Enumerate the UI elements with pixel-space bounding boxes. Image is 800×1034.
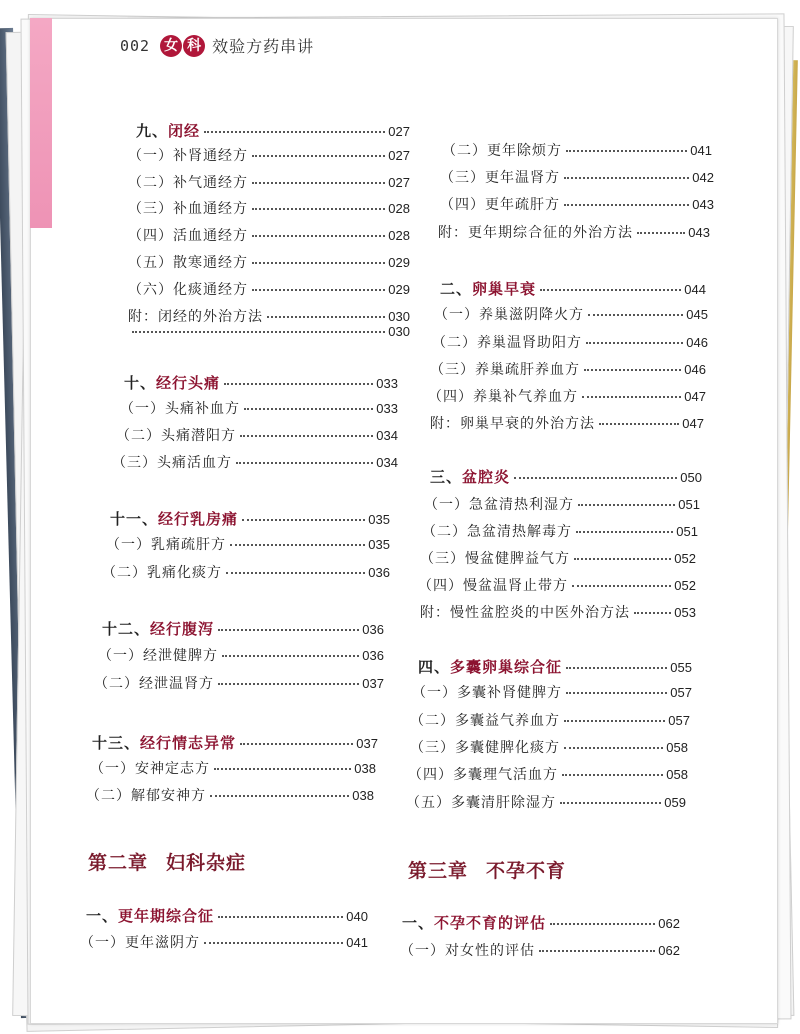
item-label: （三）更年温肾方 bbox=[440, 170, 560, 186]
dot-leader bbox=[584, 369, 681, 371]
toc-item-entry[interactable] bbox=[420, 548, 696, 568]
item-label: （一）急盆清热利湿方 bbox=[424, 497, 574, 513]
toc-item-entry[interactable] bbox=[106, 534, 390, 554]
dot-leader bbox=[574, 558, 671, 560]
section-label bbox=[102, 618, 214, 639]
item-label: （一）对女性的评估 bbox=[400, 943, 535, 959]
toc-item-entry[interactable] bbox=[418, 575, 696, 595]
page-ref: 046 bbox=[684, 362, 706, 377]
item-label: （一）更年滋阴方 bbox=[80, 935, 200, 951]
toc-item-entry[interactable] bbox=[440, 194, 714, 214]
page-ref: 027 bbox=[388, 148, 410, 163]
section-number: 十、 bbox=[124, 374, 157, 392]
toc-item-entry[interactable] bbox=[422, 521, 698, 541]
section-title: 更年期综合征 bbox=[118, 907, 215, 925]
item-label: （二）更年除烦方 bbox=[442, 143, 562, 159]
page-ref: 030 bbox=[388, 324, 410, 339]
section-label bbox=[110, 508, 238, 529]
toc-item-entry[interactable] bbox=[408, 764, 688, 784]
page-ref: 027 bbox=[388, 175, 410, 190]
item-label: （二）养巢温肾助阳方 bbox=[432, 335, 582, 351]
toc-item-entry[interactable] bbox=[434, 304, 708, 324]
dot-leader bbox=[224, 383, 373, 385]
toc-section-entry[interactable] bbox=[136, 120, 410, 141]
dot-leader bbox=[252, 262, 385, 264]
section-number: 十一、 bbox=[110, 510, 159, 528]
page-ref: 044 bbox=[684, 282, 706, 297]
item-label: （一）安神定志方 bbox=[90, 761, 210, 777]
dot-leader bbox=[218, 683, 359, 685]
item-label: （一）补肾通经方 bbox=[128, 148, 248, 164]
toc-item-entry[interactable] bbox=[128, 225, 410, 245]
toc-item-entry[interactable] bbox=[400, 940, 680, 960]
item-label: （二）乳痛化痰方 bbox=[102, 565, 222, 581]
item-label: （四）更年疏肝方 bbox=[440, 197, 560, 213]
page-ref: 033 bbox=[376, 376, 398, 391]
dot-leader bbox=[267, 316, 385, 318]
dot-leader bbox=[242, 519, 365, 521]
section-title: 经行腹泻 bbox=[150, 620, 215, 638]
dot-leader bbox=[226, 572, 365, 574]
section-number: 十二、 bbox=[102, 620, 151, 638]
chapter-heading bbox=[408, 856, 566, 883]
item-label: （五）多囊清肝除湿方 bbox=[406, 795, 556, 811]
section-title: 盆腔炎 bbox=[462, 468, 511, 486]
section-number: 二、 bbox=[440, 280, 473, 298]
section-number: 三、 bbox=[430, 468, 463, 486]
page-ref: 037 bbox=[356, 736, 378, 751]
page-ref: 038 bbox=[354, 761, 376, 776]
page-ref: 052 bbox=[674, 551, 696, 566]
toc-item-entry[interactable] bbox=[430, 359, 706, 379]
section-label bbox=[136, 120, 200, 141]
dot-leader bbox=[204, 131, 385, 133]
dot-leader bbox=[252, 235, 385, 237]
page-ref: 043 bbox=[688, 225, 710, 240]
section-title: 多囊卵巢综合征 bbox=[450, 658, 563, 676]
page-ref: 057 bbox=[670, 685, 692, 700]
toc-section-entry[interactable] bbox=[86, 905, 368, 926]
dot-leader bbox=[240, 743, 353, 745]
dot-leader bbox=[560, 802, 661, 804]
section-label bbox=[92, 732, 236, 753]
toc-section-entry[interactable] bbox=[102, 618, 384, 639]
section-number: 一、 bbox=[86, 907, 119, 925]
item-label: （一）多囊补肾健脾方 bbox=[412, 685, 562, 701]
page-ref: 029 bbox=[388, 255, 410, 270]
dot-leader bbox=[637, 232, 685, 234]
page-ref: 041 bbox=[346, 935, 368, 950]
dot-leader bbox=[218, 916, 343, 918]
dot-leader bbox=[566, 692, 667, 694]
page-ref: 038 bbox=[352, 788, 374, 803]
page-ref: 035 bbox=[368, 512, 390, 527]
page-ref: 029 bbox=[388, 282, 410, 297]
item-label: （二）头痛潜阳方 bbox=[116, 428, 236, 444]
section-label bbox=[418, 656, 562, 677]
page-ref: 051 bbox=[678, 497, 700, 512]
item-label: （五）散寒通经方 bbox=[128, 255, 248, 271]
toc-item-entry[interactable] bbox=[80, 932, 368, 952]
toc-item-entry[interactable] bbox=[432, 332, 708, 352]
toc-section-entry[interactable] bbox=[110, 508, 390, 529]
toc-section-entry[interactable] bbox=[440, 278, 706, 299]
dot-leader bbox=[599, 423, 679, 425]
toc-item-entry[interactable] bbox=[438, 222, 710, 242]
page-ref: 057 bbox=[668, 713, 690, 728]
toc-item-entry[interactable] bbox=[102, 562, 390, 582]
page-ref: 030 bbox=[388, 309, 410, 324]
dot-leader bbox=[222, 655, 359, 657]
item-label: （一）头痛补血方 bbox=[120, 401, 240, 417]
dot-leader bbox=[564, 720, 665, 722]
page-ref: 062 bbox=[658, 916, 680, 931]
section-label bbox=[86, 905, 214, 926]
section-title: 不孕不育的评估 bbox=[434, 914, 547, 932]
dot-leader bbox=[244, 408, 373, 410]
dot-leader bbox=[230, 544, 365, 546]
dot-leader bbox=[572, 585, 671, 587]
page-ref: 036 bbox=[362, 648, 384, 663]
item-label: （三）补血通经方 bbox=[128, 201, 248, 217]
page-ref: 027 bbox=[388, 124, 410, 139]
item-label: （四）养巢补气养血方 bbox=[428, 389, 578, 405]
toc-item-entry[interactable] bbox=[406, 792, 686, 812]
chapter-title: 妇科杂症 bbox=[166, 852, 247, 874]
section-label bbox=[124, 372, 220, 393]
page-ref: 047 bbox=[682, 416, 704, 431]
item-label: （三）慢盆健脾益气方 bbox=[420, 551, 570, 567]
item-label: （二）多囊益气养血方 bbox=[410, 713, 560, 729]
section-title: 经行乳房痛 bbox=[158, 510, 239, 528]
item-label: （二）急盆清热解毒方 bbox=[422, 524, 572, 540]
item-label: （二）解郁安神方 bbox=[86, 788, 206, 804]
item-label: （四）多囊理气活血方 bbox=[408, 767, 558, 783]
page-ref: 045 bbox=[686, 307, 708, 322]
section-title: 经行头痛 bbox=[156, 374, 221, 392]
item-label: （一）养巢滋阴降火方 bbox=[434, 307, 584, 323]
page-ref: 058 bbox=[666, 767, 688, 782]
dot-leader bbox=[218, 629, 359, 631]
toc-item-entry[interactable] bbox=[128, 306, 410, 326]
dot-leader bbox=[550, 923, 655, 925]
page-ref: 059 bbox=[664, 795, 686, 810]
toc-item-entry[interactable] bbox=[128, 279, 410, 299]
page-ref: 055 bbox=[670, 660, 692, 675]
item-label: （三）多囊健脾化痰方 bbox=[410, 740, 560, 756]
page-ref: 041 bbox=[690, 143, 712, 158]
item-label: （一）经泄健脾方 bbox=[98, 648, 218, 664]
book-title: 效验方药串讲 bbox=[212, 37, 315, 56]
section-number: 十三、 bbox=[92, 734, 141, 752]
toc-item-entry[interactable] bbox=[442, 140, 712, 160]
item-label: 附：卵巢早衰的外治方法 bbox=[430, 416, 595, 432]
item-label: （六）化痰通经方 bbox=[128, 282, 248, 298]
toc-section-entry[interactable] bbox=[430, 466, 702, 487]
dot-leader bbox=[252, 182, 385, 184]
dot-leader bbox=[514, 477, 677, 479]
page-ref: 052 bbox=[674, 578, 696, 593]
page-ref: 034 bbox=[376, 428, 398, 443]
toc-item-entry[interactable] bbox=[128, 324, 410, 339]
page-header bbox=[120, 34, 314, 57]
section-label bbox=[402, 912, 546, 933]
dot-leader bbox=[566, 150, 687, 152]
toc-section-entry[interactable] bbox=[92, 732, 378, 753]
chapter-title: 不孕不育 bbox=[486, 860, 567, 882]
toc-item-entry[interactable] bbox=[128, 198, 410, 218]
toc-item-entry[interactable] bbox=[430, 413, 704, 433]
book-badge bbox=[160, 35, 206, 57]
item-label: （四）活血通经方 bbox=[128, 228, 248, 244]
page-ref: 042 bbox=[692, 170, 714, 185]
page-ref: 053 bbox=[674, 605, 696, 620]
dot-leader bbox=[634, 612, 671, 614]
toc-item-entry[interactable] bbox=[120, 398, 398, 418]
page-ref: 028 bbox=[388, 228, 410, 243]
page-ref: 047 bbox=[684, 389, 706, 404]
pink-tab bbox=[30, 18, 52, 228]
page-ref: 051 bbox=[676, 524, 698, 539]
toc-item-entry[interactable] bbox=[410, 710, 690, 730]
section-label bbox=[440, 278, 536, 299]
toc-item-entry[interactable] bbox=[420, 602, 696, 622]
dot-leader bbox=[210, 795, 349, 797]
page-ref: 035 bbox=[368, 537, 390, 552]
item-label: （四）慢盆温肾止带方 bbox=[418, 578, 568, 594]
toc-item-entry[interactable] bbox=[424, 494, 700, 514]
dot-leader bbox=[240, 435, 373, 437]
dot-leader bbox=[564, 204, 689, 206]
toc-item-entry[interactable] bbox=[98, 645, 384, 665]
page-ref: 040 bbox=[346, 909, 368, 924]
page-ref: 050 bbox=[680, 470, 702, 485]
section-number: 一、 bbox=[402, 914, 435, 932]
dot-leader bbox=[252, 155, 385, 157]
page-ref: 058 bbox=[666, 740, 688, 755]
dot-leader bbox=[576, 531, 673, 533]
dot-leader bbox=[236, 462, 373, 464]
dot-leader bbox=[132, 331, 385, 333]
dot-leader bbox=[540, 289, 681, 291]
page-ref: 036 bbox=[368, 565, 390, 580]
page-ref: 036 bbox=[362, 622, 384, 637]
toc-section-entry[interactable] bbox=[124, 372, 398, 393]
item-label: （三）头痛活血方 bbox=[112, 455, 232, 471]
chapter-number: 第二章 bbox=[88, 852, 149, 874]
dot-leader bbox=[564, 177, 689, 179]
toc-item-entry[interactable] bbox=[86, 785, 374, 805]
toc-item-entry[interactable] bbox=[112, 452, 398, 472]
item-label: （一）乳痛疏肝方 bbox=[106, 537, 226, 553]
section-title: 卵巢早衰 bbox=[472, 280, 537, 298]
toc-item-entry[interactable] bbox=[412, 682, 692, 702]
toc-item-entry[interactable] bbox=[128, 145, 410, 165]
dot-leader bbox=[252, 289, 385, 291]
dot-leader bbox=[588, 314, 683, 316]
toc-item-entry[interactable] bbox=[94, 673, 384, 693]
item-label: （二）经泄温肾方 bbox=[94, 676, 214, 692]
section-title: 闭经 bbox=[168, 122, 201, 140]
toc-item-entry[interactable] bbox=[410, 737, 688, 757]
dot-leader bbox=[564, 747, 663, 749]
dot-leader bbox=[204, 942, 343, 944]
toc-section-entry[interactable] bbox=[402, 912, 680, 933]
page-ref: 034 bbox=[376, 455, 398, 470]
toc-item-entry[interactable] bbox=[440, 167, 714, 187]
page-ref: 033 bbox=[376, 401, 398, 416]
dot-leader bbox=[539, 950, 655, 952]
toc-item-entry[interactable] bbox=[90, 758, 376, 778]
dot-leader bbox=[578, 504, 675, 506]
item-label: （二）补气通经方 bbox=[128, 175, 248, 191]
section-label bbox=[430, 466, 510, 487]
item-label: （三）养巢疏肝养血方 bbox=[430, 362, 580, 378]
dot-leader bbox=[566, 667, 667, 669]
item-label: 附：更年期综合征的外治方法 bbox=[438, 225, 633, 241]
toc-item-entry[interactable] bbox=[428, 386, 706, 406]
page-ref: 046 bbox=[686, 335, 708, 350]
page-number: 002 bbox=[120, 36, 151, 55]
dot-leader bbox=[562, 774, 663, 776]
toc-item-entry[interactable] bbox=[128, 252, 410, 272]
toc-item-entry[interactable] bbox=[116, 425, 398, 445]
page-ref: 062 bbox=[658, 943, 680, 958]
page-ref: 028 bbox=[388, 201, 410, 216]
toc-item-entry[interactable] bbox=[128, 172, 410, 192]
chapter-number: 第三章 bbox=[408, 860, 469, 882]
dot-leader bbox=[582, 396, 681, 398]
dot-leader bbox=[586, 342, 683, 344]
badge-char-2: 科 bbox=[183, 35, 205, 57]
page-ref: 037 bbox=[362, 676, 384, 691]
dot-leader bbox=[252, 208, 385, 210]
toc-section-entry[interactable] bbox=[418, 656, 692, 677]
page-ref: 043 bbox=[692, 197, 714, 212]
chapter-heading bbox=[88, 848, 246, 875]
item-label: 附：慢性盆腔炎的中医外治方法 bbox=[420, 605, 630, 621]
item-label: 附：闭经的外治方法 bbox=[128, 309, 263, 325]
section-number: 九、 bbox=[136, 122, 169, 140]
badge-char-1: 女 bbox=[160, 35, 182, 57]
section-number: 四、 bbox=[418, 658, 451, 676]
section-title: 经行情志异常 bbox=[140, 734, 237, 752]
dot-leader bbox=[214, 768, 351, 770]
